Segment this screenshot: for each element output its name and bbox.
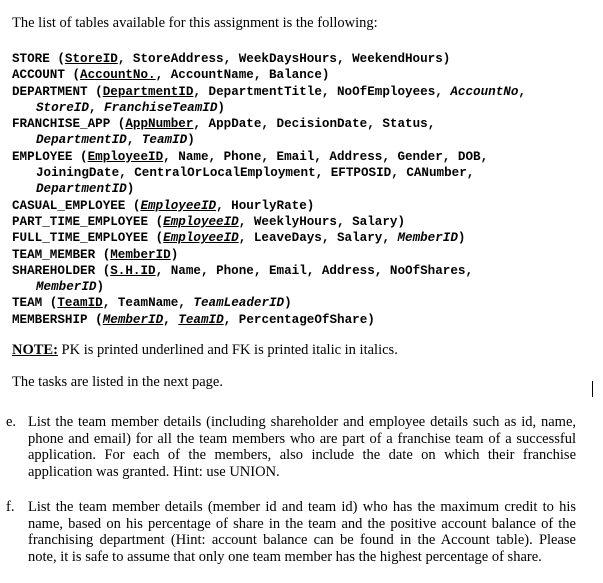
schema-line-part-time-employee (12, 214, 526, 230)
schema-text: TEAM ( (12, 296, 58, 311)
schema-line-team-member (12, 247, 526, 263)
note-paragraph (12, 342, 398, 359)
schema-text: , PercentageOfShare) (223, 312, 375, 327)
primary-key: TeamID (57, 296, 103, 311)
schema-text: , LeaveDays, Salary, (238, 231, 398, 246)
schema-line-casual-employee (12, 198, 526, 214)
task-f-letter: f. (6, 499, 15, 515)
schema-line-department-cont (12, 100, 526, 116)
foreign-key: MemberID (36, 280, 97, 295)
text-cursor (592, 381, 593, 397)
primary-foreign-key: EmployeeID (140, 198, 217, 213)
schema-text: JoiningDate, CentralOrLocalEmployment, EFTPOSID, CANumber, (36, 166, 475, 181)
schema-line-shareholder-cont (12, 279, 526, 295)
schema-line-franchise-app (12, 116, 526, 132)
schema-text: , Name, Phone, Email, Address, NoOfShares, (155, 263, 474, 278)
schema-line-employee (12, 149, 526, 165)
schema-text: , Name, Phone, Email, Address, Gender, DOB, (163, 149, 489, 164)
schema-text: SHAREHOLDER ( (12, 263, 111, 278)
task-f-text: List the team member details (member id and team id) who has the maximum credit to his name, based on his percentage of share in the team and the positive account balance of the franchising department (Hint: account balance can be found in the Account table). Please note, it is safe to assume that only one team member has the highest percentage of share. (28, 499, 576, 565)
primary-key: MemberID (110, 247, 171, 262)
schema-text: , HourlyRate) (216, 198, 315, 213)
foreign-key: AccountNo (450, 84, 519, 99)
schema-line-employee-cont-2 (12, 181, 526, 197)
primary-key: S.H.ID (110, 263, 156, 278)
primary-foreign-key: EmployeeID (163, 214, 239, 229)
schema-text: ) (187, 133, 195, 148)
primary-key: AppNumber (125, 117, 194, 132)
schema-text: ) (217, 100, 225, 115)
schema-text: , AppDate, DecisionDate, Status, (193, 117, 436, 132)
primary-key: AccountNo. (80, 68, 156, 83)
schema-text: ) (284, 296, 292, 311)
schema-text: , TeamName, (102, 296, 194, 311)
schema-text: , (126, 133, 142, 148)
task-e (6, 414, 576, 480)
tasks-note: The tasks are listed in the next page. (12, 374, 223, 390)
note-text: PK is printed underlined and FK is printed italic in italics. (57, 342, 398, 358)
schema-line-team (12, 295, 526, 311)
schema-text: DEPARTMENT ( (12, 84, 103, 99)
schema-text: ) (126, 182, 135, 197)
primary-foreign-key: MemberID (102, 312, 164, 327)
schema-list (12, 51, 526, 328)
schema-text: ) (96, 280, 105, 295)
schema-text: ACCOUNT ( (12, 68, 81, 83)
schema-line-franchise-app-cont (12, 132, 526, 148)
schema-text: , StoreAddress, WeekDaysHours, WeekendHours) (117, 52, 451, 66)
primary-key: DepartmentID (102, 84, 194, 99)
schema-text: , (518, 84, 526, 99)
schema-text: , (88, 100, 105, 115)
schema-line-account (12, 67, 526, 83)
schema-text: FRANCHISE_APP ( (12, 117, 126, 132)
foreign-key: TeamLeaderID (193, 296, 285, 311)
foreign-key: FranchiseTeamID (104, 100, 218, 115)
foreign-key: MemberID (397, 231, 458, 246)
primary-key: EmployeeID (87, 149, 164, 164)
foreign-key: DepartmentID (36, 182, 127, 197)
schema-text: ) (457, 231, 466, 246)
schema-line-store (12, 51, 526, 67)
note-label: NOTE: (12, 342, 58, 358)
schema-line-employee-cont-1 (12, 165, 526, 181)
schema-text: STORE ( (12, 52, 65, 66)
foreign-key: StoreID (36, 100, 89, 115)
schema-line-shareholder (12, 263, 526, 279)
task-e-text: List the team member details (including shareholder and employee details such as id, name, phone and email) for all the team members who are part of a franchise team of a successful application. For each of the members, also include the date on which their franchise application was granted. Hint: use UNION. (28, 414, 576, 480)
schema-text: , AccountName, Balance) (155, 68, 330, 83)
schema-text: FULL_TIME_EMPLOYEE ( (12, 231, 164, 246)
schema-text: PART_TIME_EMPLOYEE ( (12, 214, 164, 229)
foreign-key: DepartmentID (36, 133, 127, 148)
foreign-key: TeamID (141, 133, 188, 148)
schema-text: MEMBERSHIP ( (12, 312, 103, 327)
schema-line-full-time-employee (12, 230, 526, 246)
primary-foreign-key: EmployeeID (163, 231, 239, 246)
schema-text: , (163, 312, 179, 327)
task-f (6, 499, 576, 565)
schema-text: CASUAL_EMPLOYEE ( (12, 198, 141, 213)
schema-text: EMPLOYEE ( (12, 149, 88, 164)
schema-text: , DepartmentTitle, NoOfEmployees, (193, 84, 451, 99)
primary-key: StoreID (64, 52, 118, 66)
schema-line-membership (12, 312, 526, 328)
schema-text: TEAM_MEMBER ( (12, 247, 111, 262)
schema-text: ) (170, 247, 179, 262)
primary-foreign-key: TeamID (178, 312, 224, 327)
intro-text: The list of tables available for this assignment is the following: (12, 15, 378, 31)
schema-line-department (12, 84, 526, 100)
schema-text: , WeeklyHours, Salary) (238, 214, 405, 229)
task-e-letter: e. (6, 414, 17, 430)
